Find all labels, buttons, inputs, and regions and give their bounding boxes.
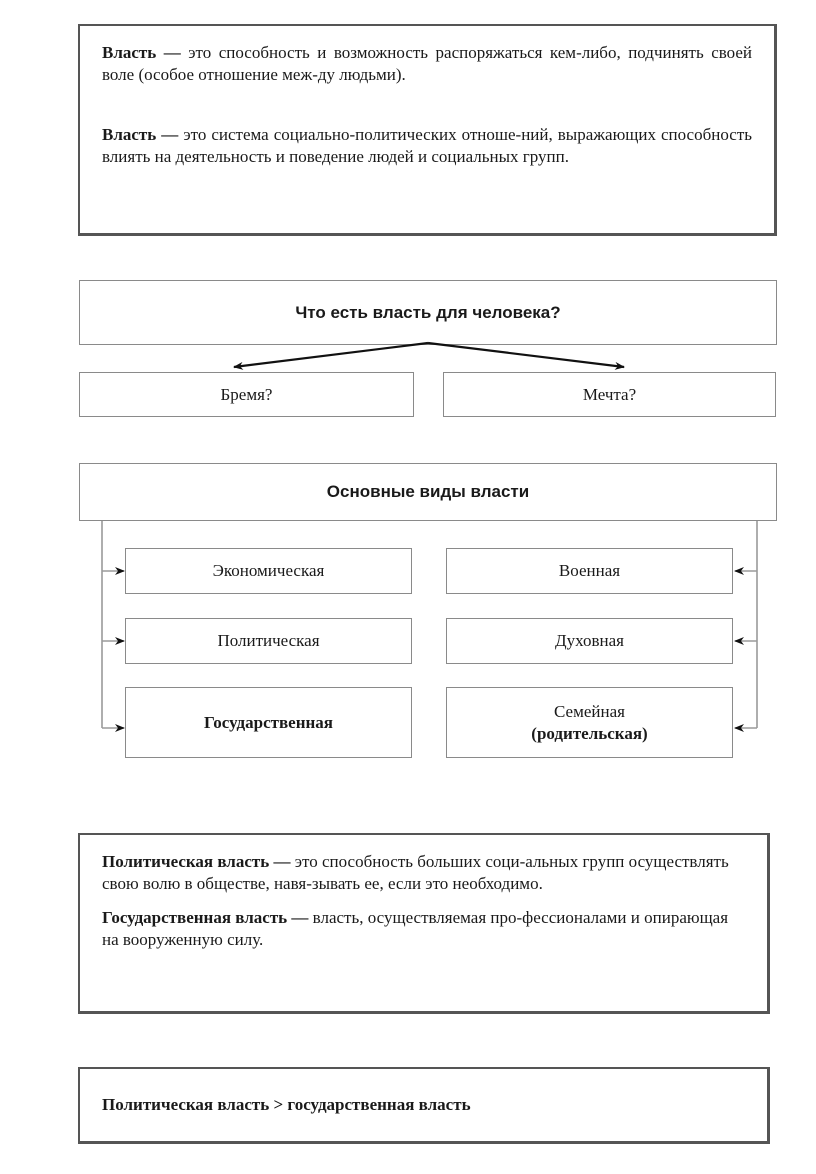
type-label: Духовная xyxy=(555,631,624,650)
definitions-box xyxy=(78,24,777,236)
type-box-economic xyxy=(125,548,412,594)
state-power-paragraph xyxy=(102,907,745,951)
types-title-text: Основные виды власти xyxy=(326,482,530,501)
definition-term: Власть xyxy=(102,125,157,144)
type-label: Военная xyxy=(558,561,621,580)
option-box-dream xyxy=(443,372,776,417)
definition-paragraph-2 xyxy=(102,124,752,168)
type-label-line1: Семейная xyxy=(554,701,625,721)
comparison-box xyxy=(78,1067,770,1144)
type-label-line2: (родительская) xyxy=(531,723,648,743)
state-power-term: Государственная власть xyxy=(102,908,288,927)
type-label: Государственная xyxy=(203,712,334,732)
type-box-state xyxy=(125,687,412,758)
arrow-to-dream xyxy=(428,343,624,367)
type-box-military xyxy=(446,548,733,594)
option-label: Мечта? xyxy=(582,384,637,404)
question-box xyxy=(79,280,777,345)
political-power-box xyxy=(78,833,770,1014)
definition-term: Власть xyxy=(102,43,157,62)
type-label: Экономическая xyxy=(212,561,325,580)
left-connector xyxy=(102,521,124,728)
question-text: Что есть власть для человека? xyxy=(295,302,561,322)
option-box-burden xyxy=(79,372,414,417)
political-power-paragraph xyxy=(102,851,745,895)
definition-dash: — xyxy=(156,125,184,144)
definition-text: это система социально-политических отноше-ний, выражающих способность влиять на деятельность и поведение людей и социальных групп. xyxy=(102,125,752,166)
arrow-to-burden xyxy=(234,343,428,367)
definition-text: это способность и возможность распоряжаться кем-либо, подчинять своей воле (особое отношение меж-ду людьми). xyxy=(102,43,752,84)
type-box-political xyxy=(125,618,412,664)
type-box-family xyxy=(446,687,733,758)
political-power-term: Политическая власть xyxy=(102,852,270,871)
types-title-box xyxy=(79,463,777,521)
right-connector xyxy=(735,521,757,728)
definition-dash: — xyxy=(287,908,313,927)
comparison-text: Политическая власть > государственная власть xyxy=(102,1095,471,1114)
state-power-text: власть, осуществляемая про-фессионалами и опирающая на вооруженную силу. xyxy=(102,908,729,949)
definition-dash: — xyxy=(156,43,189,62)
political-power-text: это способность больших соци-альных групп осуществлять свою волю в обществе, навя-зывать ее, если это необходимо. xyxy=(102,852,729,893)
type-box-spiritual xyxy=(446,618,733,664)
option-label: Бремя? xyxy=(220,384,273,404)
definition-paragraph-1 xyxy=(102,42,752,86)
definition-dash: — xyxy=(269,852,295,871)
type-label: Политическая xyxy=(217,631,320,650)
